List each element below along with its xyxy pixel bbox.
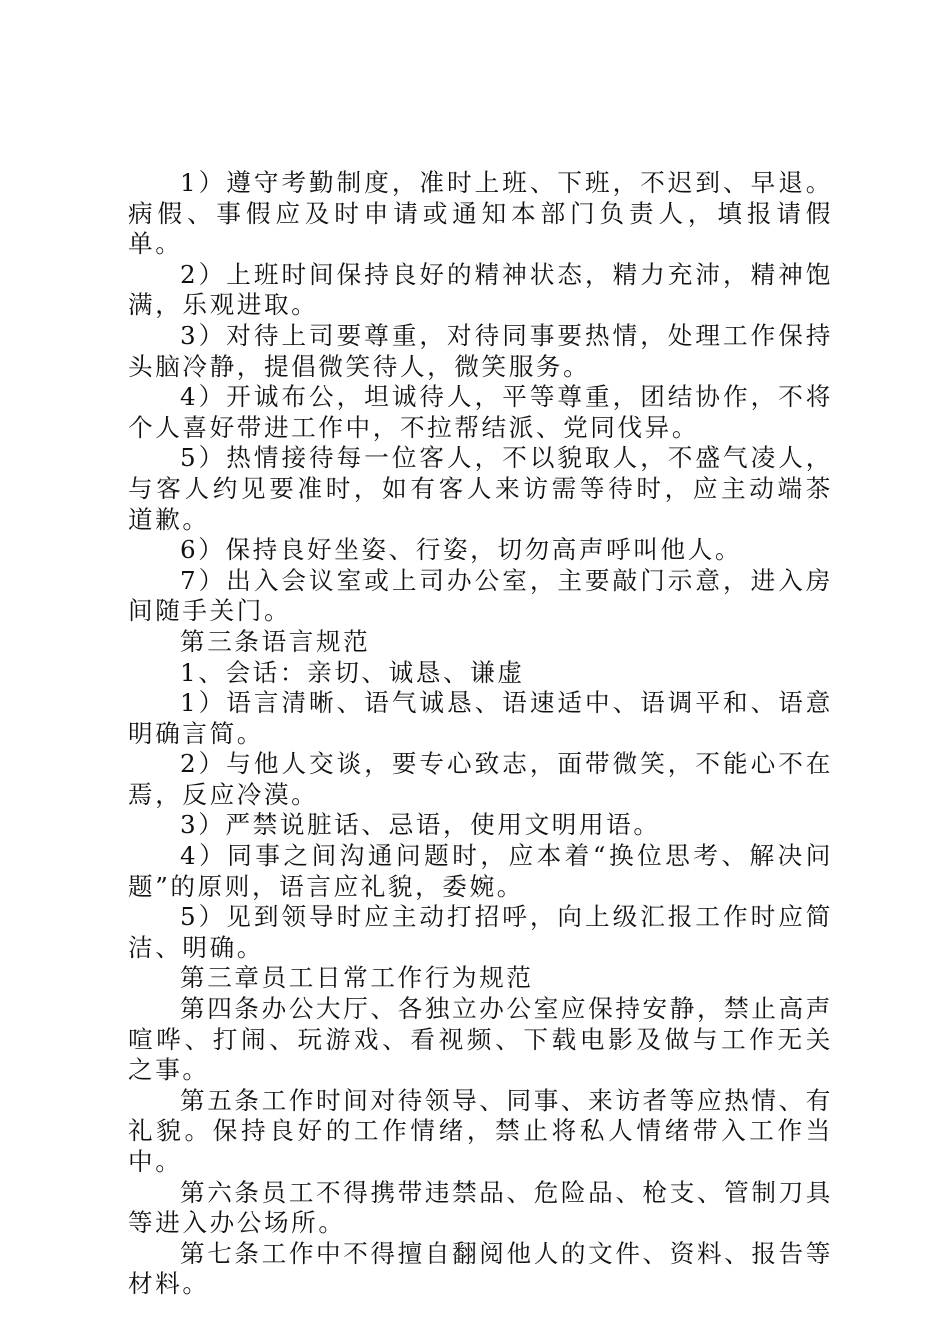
subheading-conversation: 1、会话：亲切、诚恳、谦虚 <box>180 657 525 687</box>
paragraph-attendance: 1）遵守考勤制度，准时上班、下班，不迟到、早退。病假、事假应及时申请或通知本部门负责人，填报请假单。 <box>128 168 833 259</box>
paragraph-posture: 6）保持良好坐姿、行姿，切勿高声呼叫他人。 <box>180 535 743 565</box>
article-seven: 第七条工作中不得擅自翻阅他人的文件、资料、报告等材料。 <box>128 1238 833 1299</box>
paragraph-guests: 5）热情接待每一位客人，不以貌取人，不盛气凌人，与客人约见要准时，如有客人来访需等待时，应主动端茶道歉。 <box>128 443 833 534</box>
paragraph-openness: 4）开诚布公，坦诚待人，平等尊重，团结协作，不将个人喜好带进工作中，不拉帮结派、党同伐异。 <box>128 382 833 442</box>
paragraph-civil-language: 3）严禁说脏话、忌语，使用文明用语。 <box>180 810 661 840</box>
paragraph-knock: 7）出入会议室或上司办公室，主要敲门示意，进入房间随手关门。 <box>128 565 833 626</box>
article-five: 第五条工作时间对待领导、同事、来访者等应热情、有礼貌。保持良好的工作情绪，禁止将私人情绪带入工作当中。 <box>128 1085 833 1176</box>
paragraph-communication: 4）同事之间沟通问题时，应本着“换位思考、解决问题”的原则，语言应礼貌，委婉。 <box>128 841 833 901</box>
chapter-heading-daily-conduct: 第三章员工日常工作行为规范 <box>180 963 534 993</box>
paragraph-respect: 3）对待上司要尊重，对待同事要热情，处理工作保持头脑冷静，提倡微笑待人，微笑服务。 <box>128 320 833 381</box>
section-heading-language: 第三条语言规范 <box>180 626 371 656</box>
article-four: 第四条办公大厅、各独立办公室应保持安静，禁止高声喧哗、打闹、玩游戏、看视频、下载电影及做与工作无关之事。 <box>128 994 833 1085</box>
paragraph-focus: 2）与他人交谈，要专心致志，面带微笑，不能心不在焉，反应冷漠。 <box>128 749 833 809</box>
article-six: 第六条员工不得携带违禁品、危险品、枪支、管制刀具等进入办公场所。 <box>128 1177 833 1238</box>
paragraph-clarity: 1）语言清晰、语气诚恳、语速适中、语调平和、语意明确言简。 <box>128 688 833 748</box>
paragraph-reporting: 5）见到领导时应主动打招呼，向上级汇报工作时应简洁、明确。 <box>128 902 833 962</box>
document-body <box>128 168 833 1300</box>
paragraph-spirit: 2）上班时间保持良好的精神状态，精力充沛，精神饱满，乐观进取。 <box>128 259 833 320</box>
